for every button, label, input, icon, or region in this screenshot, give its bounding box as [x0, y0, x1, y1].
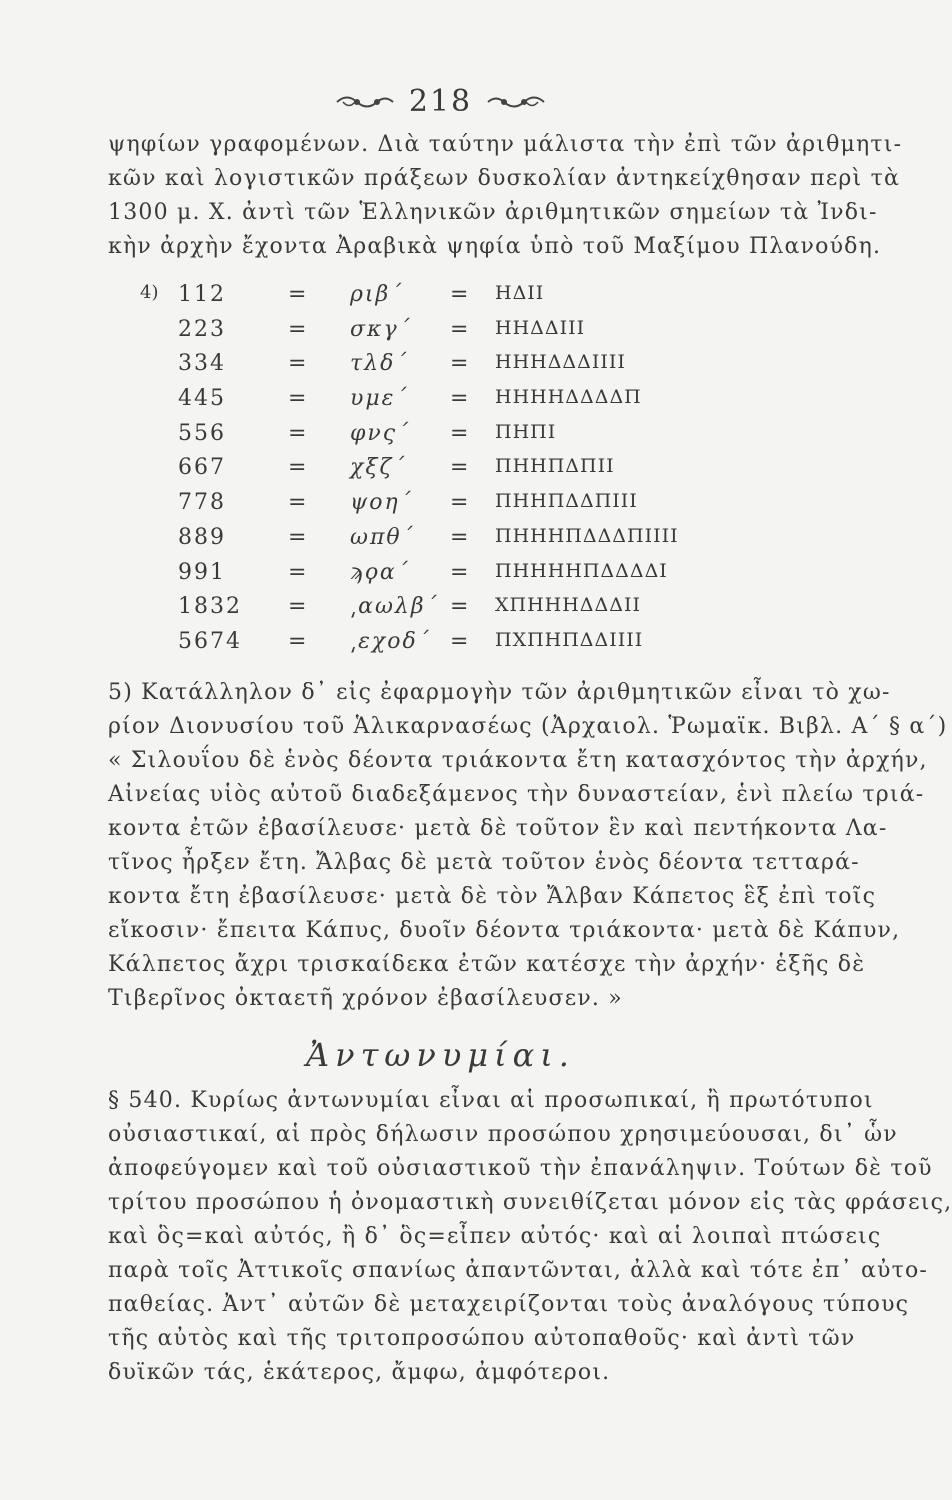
text-line: τῆς αὐτὸς καὶ τῆς τριτοπροσώπου αὐτοπαθοῦς· καὶ ἀντὶ τῶν	[108, 1326, 856, 1351]
paragraph-540	[108, 1084, 952, 1390]
attic-numeral: ΗΔΙΙ	[495, 282, 545, 304]
greek-numeral: ωπθ΄	[350, 524, 415, 550]
section-heading: Ἀντωνυμίαι.	[306, 1036, 575, 1074]
greek-numeral: ψοη΄	[350, 490, 413, 516]
greek-numeral: σκγ΄	[350, 316, 412, 342]
text-line: τρίτου προσώπου ἡ ὀνομαστικὴ συνειθίζεται μόνον εἰς τὰς φράσεις,	[108, 1190, 952, 1215]
greek-numeral: τλδ΄	[350, 351, 409, 377]
equals-sign: =	[288, 351, 307, 377]
text-line: κοντα ἐτῶν ἐβασίλευσε· μετὰ δὲ τοῦτον ἓν καὶ πεντήκοντα Λα-	[108, 816, 888, 841]
text-line: Αἰνείας υἱὸς αὐτοῦ διαδεξάμενος τὴν δυναστείαν, ἑνὶ πλείω τριά-	[108, 782, 925, 807]
text-line: § 540. Κυρίως ἀντωνυμίαι εἶναι αἱ προσωπικαί, ἢ πρωτότυποι	[108, 1088, 874, 1113]
attic-numeral: ΗΗΗΔΔΔΙΙΙΙ	[495, 351, 626, 374]
arabic-number: 445	[178, 386, 226, 412]
arabic-number: 991	[178, 559, 226, 585]
paragraph-5	[108, 676, 948, 1016]
greek-numeral: ϡϙα΄	[350, 559, 410, 585]
attic-numeral: ΠΧΠΗΠΔΔΙΙΙΙ	[495, 628, 644, 651]
arabic-number: 112	[178, 282, 226, 307]
equals-sign: =	[450, 282, 469, 307]
numeral-table	[140, 282, 740, 664]
equals-sign: =	[450, 316, 469, 342]
text-line: 5) Κατάλληλον δ᾽ εἰς ἐφαρμογὴν τῶν ἀριθμητικῶν εἶναι τὸ χω-	[108, 680, 891, 705]
text-line: δυϊκῶν τάς, ἑκάτερος, ἄμφω, ἀμφότεροι.	[108, 1360, 611, 1385]
text-line: ἀποφεύγομεν καὶ τοῦ οὐσιαστικοῦ τὴν ἐπανάληψιν. Τούτων δὲ τοῦ	[108, 1156, 933, 1181]
left-ornament-icon	[335, 91, 395, 113]
equals-sign: =	[288, 524, 307, 550]
table-row	[140, 455, 740, 490]
arabic-number: 223	[178, 316, 226, 342]
greek-numeral: χξζ΄	[350, 455, 407, 481]
arabic-number: 556	[178, 420, 226, 446]
table-row	[140, 629, 740, 664]
attic-numeral: ΠΗΗΗΠΔΔΔΠΙΙΙΙ	[495, 524, 679, 547]
text-line: εἴκοσιν· ἔπειτα Κάπυς, δυοῖν δέοντα τριάκοντα· μετὰ δὲ Κάπυν,	[108, 918, 901, 943]
greek-numeral: ριβ΄	[350, 282, 404, 307]
table-row	[140, 560, 740, 595]
right-ornament-icon	[486, 91, 546, 113]
text-line: κὴν ἀρχὴν ἔχοντα Ἀραβικὰ ψηφία ὑπὸ τοῦ Μαξίμου Πλανούδη.	[108, 234, 882, 259]
page-header	[0, 84, 881, 119]
table-row	[140, 490, 740, 525]
arabic-number: 667	[178, 455, 226, 481]
equals-sign: =	[288, 386, 307, 412]
text-line: « Σιλουΐου δὲ ἑνὸς δέοντα τριάκοντα ἔτη κατασχόντος τὴν ἀρχήν,	[108, 748, 928, 773]
attic-numeral: ΧΠΗΗΗΔΔΔΙΙ	[495, 594, 641, 617]
table-row	[140, 594, 740, 629]
text-line: ρίον Διονυσίου τοῦ Ἁλικαρνασέως (Ἀρχαιολ. Ῥωμαϊκ. Βιβλ. Α΄ § α΄)	[108, 714, 948, 739]
equals-sign: =	[450, 628, 469, 654]
table-row	[140, 317, 740, 352]
page-number: 218	[408, 84, 473, 119]
arabic-number: 334	[178, 351, 226, 377]
equals-sign: =	[288, 420, 307, 446]
text-line: ψηφίων γραφομένων. Διὰ ταύτην μάλιστα τὴν ἐπὶ τῶν ἀριθμητι-	[108, 132, 903, 157]
greek-numeral: υμε΄	[350, 386, 409, 412]
equals-sign: =	[288, 594, 307, 620]
equals-sign: =	[288, 559, 307, 585]
equals-sign: =	[450, 490, 469, 516]
equals-sign: =	[450, 594, 469, 620]
equals-sign: =	[450, 420, 469, 446]
arabic-number: 1832	[178, 594, 242, 620]
arabic-number: 778	[178, 490, 226, 516]
greek-numeral: ͵εχοδ΄	[350, 628, 431, 654]
text-line: τῖνος ἦρξεν ἔτη. Ἄλβας δὲ μετὰ τοῦτον ἑνὸς δέοντα τετταρά-	[108, 850, 860, 875]
text-line: οὐσιαστικαί, αἱ πρὸς δήλωσιν προσώπου χρησιμεύουσαι, δι᾽ ὧν	[108, 1122, 898, 1147]
equals-sign: =	[450, 386, 469, 412]
table-row	[140, 351, 740, 386]
attic-numeral: ΠΗΗΗΗΠΔΔΔΔΙ	[495, 559, 668, 582]
table-row	[140, 525, 740, 560]
equals-sign: =	[450, 455, 469, 481]
intro-paragraph	[108, 128, 903, 264]
text-line: παρὰ τοῖς Ἀττικοῖς σπανίως ἀπαντῶνται, ἀλλὰ καὶ τότε ἐπ᾽ αὐτο-	[108, 1258, 929, 1283]
greek-numeral: φνς΄	[350, 420, 411, 446]
equals-sign: =	[288, 628, 307, 654]
equals-sign: =	[450, 559, 469, 585]
equals-sign: =	[450, 351, 469, 377]
attic-numeral: ΠΗΠΙ	[495, 420, 557, 443]
text-line: Κάλπετος ἄχρι τρισκαίδεκα ἐτῶν κατέσχε τὴν ἀρχήν· ἑξῆς δὲ	[108, 952, 866, 977]
greek-numeral: ͵αωλβ΄	[350, 594, 439, 620]
attic-numeral: ΗΗΔΔΙΙΙ	[495, 316, 586, 339]
equals-sign: =	[450, 524, 469, 550]
table-label: 4)	[140, 282, 159, 303]
attic-numeral: ΗΗΗΗΔΔΔΔΠ	[495, 386, 642, 409]
equals-sign: =	[288, 282, 307, 307]
text-line: καὶ ὃς=καὶ αὐτός, ἢ δ᾽ ὃς=εἶπεν αὐτός· καὶ αἱ λοιπαὶ πτώσεις	[108, 1224, 882, 1249]
attic-numeral: ΠΗΗΠΔΔΠΙΙΙ	[495, 490, 638, 513]
text-line: Τιβερῖνος ὀκταετῆ χρόνον ἐβασίλευσεν. »	[108, 986, 623, 1011]
text-line: παθείας. Ἀντ᾽ αὐτῶν δὲ μεταχειρίζονται τοὺς ἀναλόγους τύπους	[108, 1292, 910, 1317]
table-row	[140, 421, 740, 456]
text-line: 1300 μ. Χ. ἀντὶ τῶν Ἑλληνικῶν ἀριθμητικῶν σημείων τὰ Ἰνδι-	[108, 200, 878, 225]
table-row	[140, 386, 740, 421]
text-line: κοντα ἔτη ἐβασίλευσε· μετὰ δὲ τὸν Ἄλβαν Κάπετος ἓξ ἐπὶ τοῖς	[108, 884, 877, 909]
arabic-number: 889	[178, 524, 226, 550]
equals-sign: =	[288, 455, 307, 481]
attic-numeral: ΠΗΗΠΔΠΙΙ	[495, 455, 615, 478]
equals-sign: =	[288, 490, 307, 516]
equals-sign: =	[288, 316, 307, 342]
arabic-number: 5674	[178, 628, 242, 654]
text-line: κῶν καὶ λογιστικῶν πράξεων δυσκολίαν ἀντηκείχθησαν περὶ τὰ	[108, 166, 901, 191]
table-row	[140, 282, 740, 317]
